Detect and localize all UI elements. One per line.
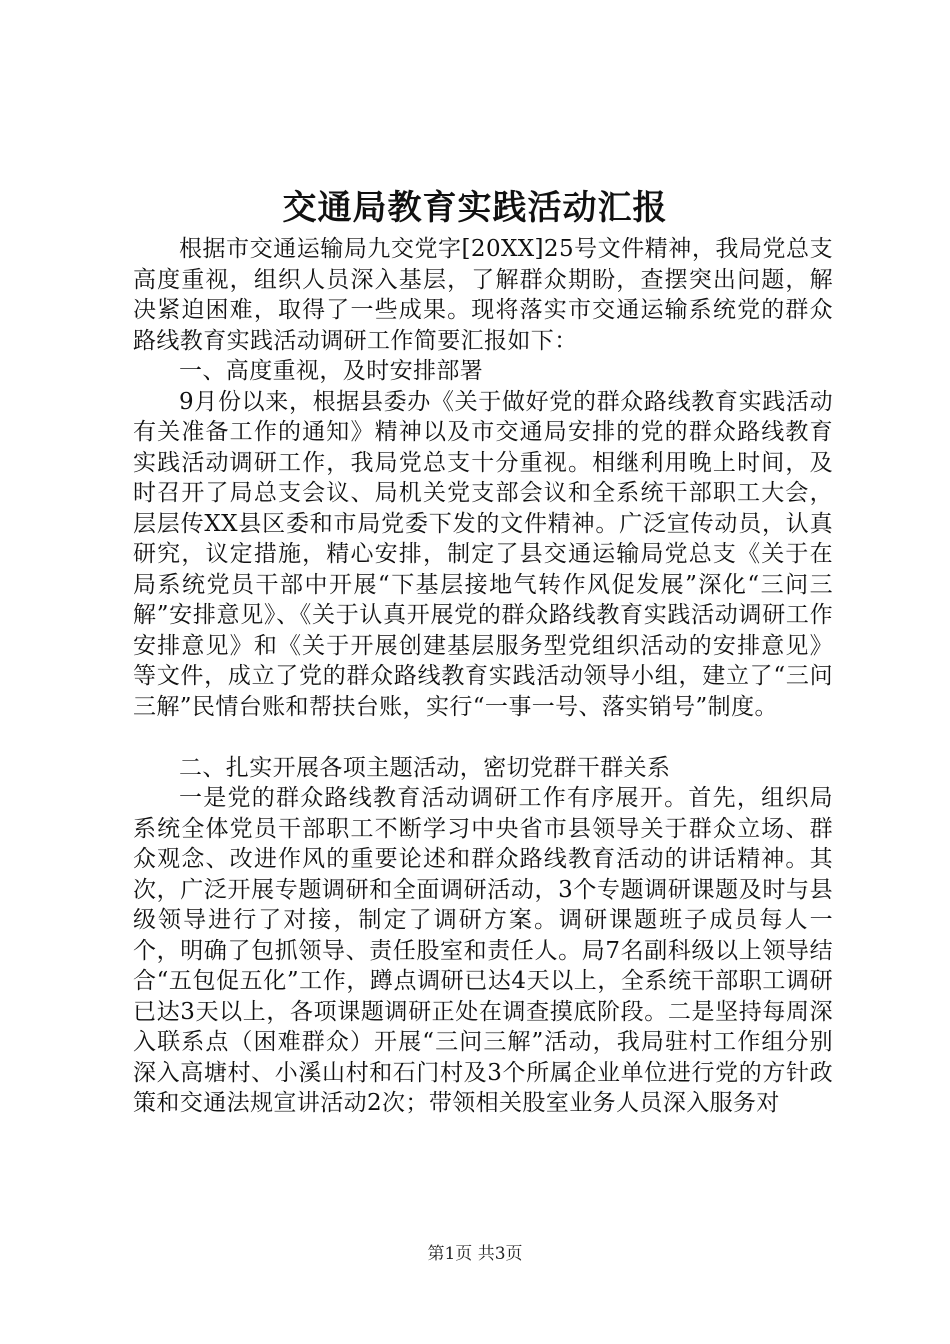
page-number-footer: 第1页 共3页 xyxy=(427,1244,523,1264)
section-2-paragraph: 一是党的群众路线教育活动调研工作有序展开。首先，组织局系统全体党员干部职工不断学习中央省市县领导关于群众立场、群众观念、改进作风的重要论述和群众路线教育活动的讲话精神。其次，广泛开展专题调研和全面调研活动，3个专题调研课题及时与县级领导进行了对接，制定了调研方案。调研课题班子成员每人一个，明确了包抓领导、责任股室和责任人。局7名副科级以上领导结合“五包促五化”工作，蹲点调研已达4天以上，全系统干部职工调研已达3天以上，各项课题调研正处在调查摸底阶段。二是坚持每周深入联系点（困难群众）开展“三问三解”活动，我局驻村工作组分别深入高塘村、小溪山村和石门村及3个所属企业单位进行党的方针政策和交通法规宣讲活动2次；带领相关股室业务人员深入服务对 xyxy=(133,785,833,1116)
section-heading-1: 一、高度重视，及时安排部署 xyxy=(179,358,484,384)
section-heading-2: 二、扎实开展各项主题活动，密切党群干群关系 xyxy=(179,754,671,781)
document-title: 交通局教育实践活动汇报 xyxy=(282,188,668,228)
document-body xyxy=(133,234,833,1119)
intro-paragraph: 根据市交通运输局九交党字[20XX]25号文件精神，我局党总支高度重视，组织人员深入基层，了解群众期盼，查摆突出问题，解决紧迫困难，取得了一些成果。现将落实市交通运输系统党的群众路线教育实践活动调研工作简要汇报如下： xyxy=(133,236,833,354)
paragraph-gap xyxy=(133,722,833,753)
section-1-paragraph: 9月份以来，根据县委办《关于做好党的群众路线教育实践活动有关准备工作的通知》精神以及市交通局安排的党的群众路线教育实践活动调研工作，我局党总支十分重视。相继利用晚上时间，及时召开了局总支会议、局机关党支部会议和全系统干部职工大会，层层传XX县区委和市局党委下发的文件精神。广泛宣传动员，认真研究，议定措施，精心安排，制定了县交通运输局党总支《关于在局系统党员干部中开展“下基层接地气转作风促发展”深化“三问三解”安排意见》、《关于认真开展党的群众路线教育实践活动调研工作安排意见》和《关于开展创建基层服务型党组织活动的安排意见》等文件，成立了党的群众路线教育实践活动领导小组，建立了“三问三解”民情台账和帮扶台账，实行“一事一号、落实销号”制度。 xyxy=(133,388,833,720)
